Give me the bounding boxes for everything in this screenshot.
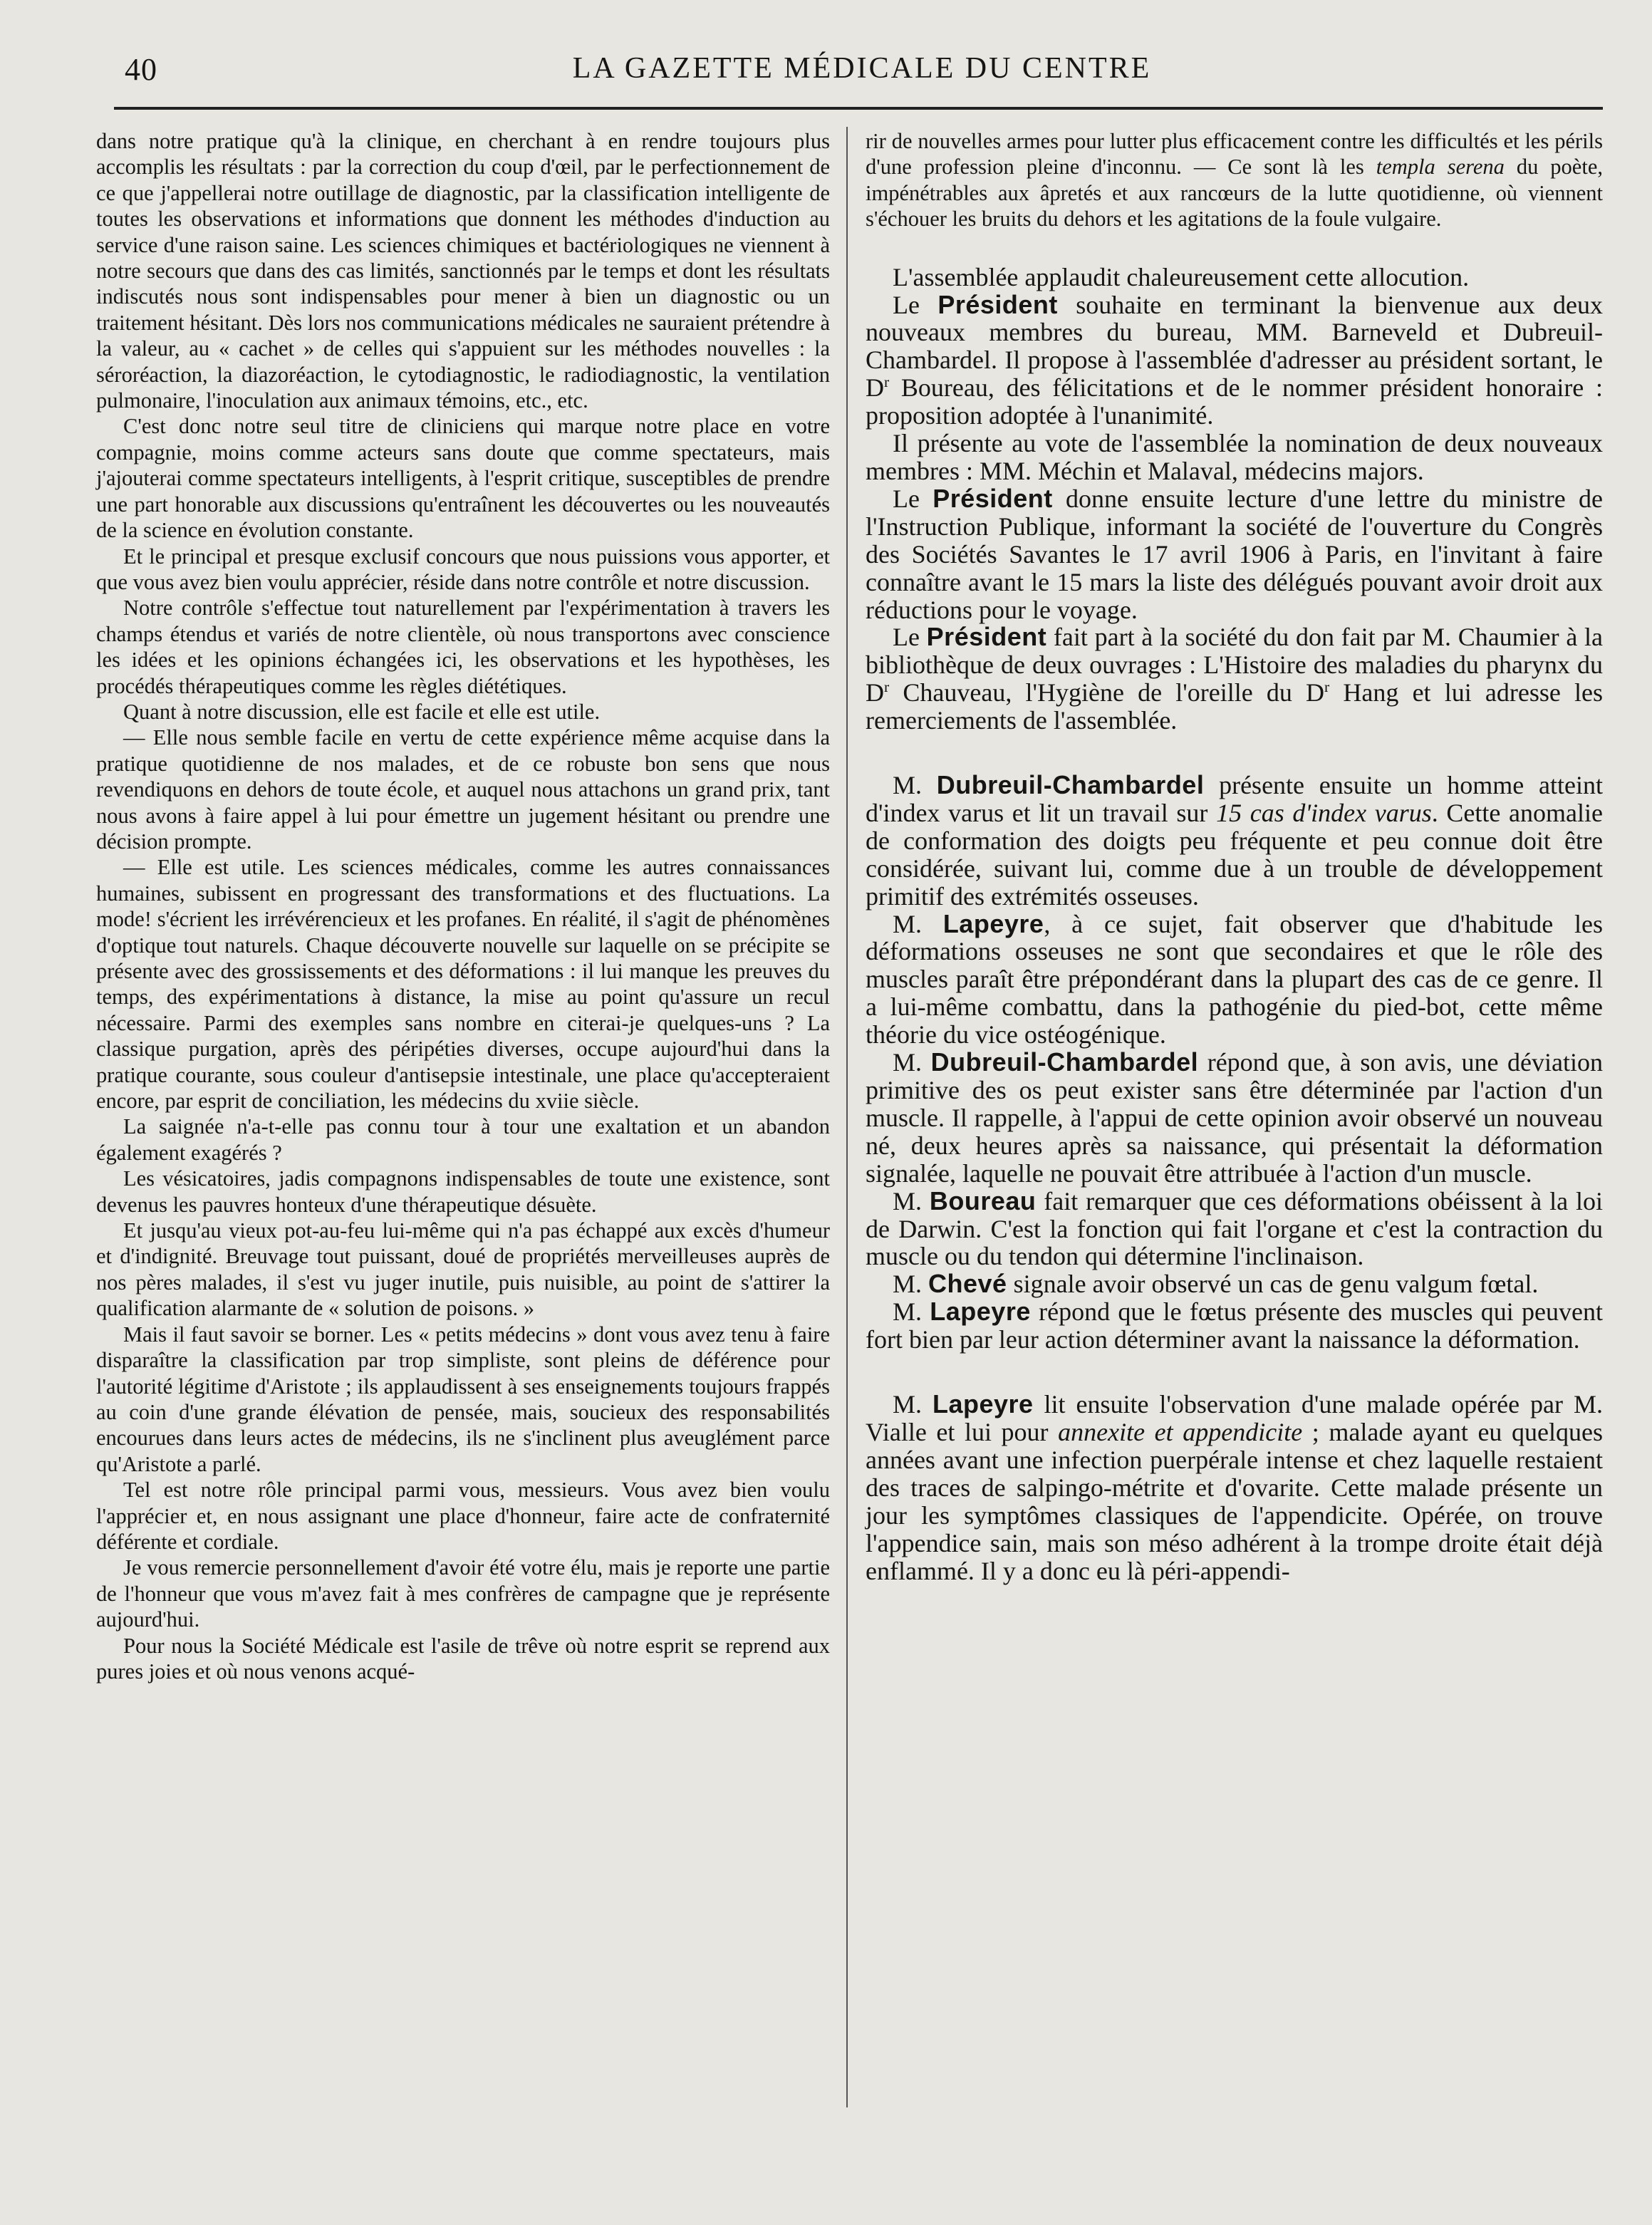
paragraph: Le Président fait part à la société du don fait par M. Chaumier à la bibliothèque de deux ouvrages : L'Histoire des maladies du pharynx du $D^r$ Chauveau, l'Hygiène de l'oreille du $D^r$ Hang et lui adresse les remerciements de l'assemblée. <box>866 622 1604 735</box>
section-gap <box>866 735 1603 772</box>
paragraph: Les vésicatoires, jadis compagnons indispensables de toute une existence, sont devenus les pauvres honteux d'une thérapeutique désuète. <box>96 1166 830 1217</box>
paragraph: Quant à notre discussion, elle est facile et elle est utile. <box>123 699 601 724</box>
paragraph: La saignée n'a-t-elle pas connu tour à tour une exaltation et un abandon également exagérés ? <box>96 1114 830 1165</box>
paragraph: L'assemblée applaudit chaleureusement cette allocution. <box>893 262 1470 291</box>
paragraph-continuation: rir de nouvelles armes pour lutter plus efficacement contre les difficultés et les périls d'une profession pleine d'inconnu. — Ce sont là les templa serena du poète, impénétrables aux âpretés et aux rancœurs de la lutte quotidienne, où viennent s'échouer les bruits du dehors et les agitations de la foule vulgaire. <box>866 129 1603 232</box>
paragraph: Et jusqu'au vieux pot-au-feu lui-même qui n'a pas échappé aux excès d'humeur et d'indignité. Breuvage tout puissant, doué de propriétés merveilleuses auprès de nos pères malades, il s'est vu juger inutile, puis nuisible, au point de s'attirer la qualification alarmante de « solution de poisons. » <box>96 1218 830 1321</box>
section-gap <box>866 232 1603 264</box>
paragraph: M. Dubreuil-Chambardel répond que, à son avis, une déviation primitive des os peut exister sans être déterminée par l'action d'un muscle. Il rappelle, à l'appui de cette opinion avoir observé un nouveau né, deux heures après sa naissance, qui présentait la déformation signalée, laquelle ne pouvait être attribuée à l'action d'un muscle. <box>866 1047 1603 1188</box>
paragraph: Tel est notre rôle principal parmi vous, messieurs. Vous avez bien voulu l'apprécier et, en nous assignant une place d'honneur, faire acte de confraternité déférente et cordiale. <box>96 1478 830 1554</box>
paragraph: M. Lapeyre, à ce sujet, fait observer que d'habitude les déformations osseuses ne sont que secondaires et que le rôle des muscles paraît être prépondérant dans la plupart des cas de ce genre. Il a lui-même combattu, dans la pathogénie du pied-bot, cette même théorie du vice ostéogénique. <box>866 908 1603 1049</box>
paragraph: Je vous remercie personnellement d'avoir été votre élu, mais je reporte une partie de l'honneur que vous m'avez fait à mes confrères de campagne que je représente aujourd'hui. <box>96 1555 830 1632</box>
header-rule <box>114 107 1603 110</box>
left-column <box>96 128 830 1684</box>
paragraph: dans notre pratique qu'à la clinique, en cherchant à en rendre toujours plus accomplis les résultats : par la correction du coup d'œil, par le perfectionnement de ce que j'appellerai notre outillage de diagnostic, par la classification intelligente de toutes les observations et informations que donnent les méthodes d'induction au service d'une raison saine. Les sciences chimiques et bactériologiques ne viennent à notre secours que dans des cas limités, sanctionnés par le temps et dont les résultats indiscutés nous sont indispensables pour mener à bien un diagnostic ou un traitement hésitant. Dès lors nos communications médicales ne sauraient prétendre à la valeur, au « cachet » de celles qui s'appuient sur les méthodes nouvelles : la séroréaction, la diazoréaction, le cytodiagnostic, le radiodiagnostic, la ventilation pulmonaire, l'inoculation aux animaux témoins, etc., etc. <box>96 129 830 413</box>
right-column <box>866 128 1603 1585</box>
paragraph: M. Boureau fait remarquer que ces déformations obéissent à la loi de Darwin. C'est la fonction qui fait l'organe et c'est la contraction du muscle ou du tendon qui détermine l'inclinaison. <box>866 1186 1603 1271</box>
page-number: 40 <box>125 52 157 87</box>
page-header <box>121 51 1603 94</box>
paragraph: Notre contrôle s'effectue tout naturellement par l'expérimentation à travers les champs étendus et variés de notre clientèle, où nous transportons avec conscience les idées et les opinions échangées ici, les observations et les hypothèses, les procédés thérapeutiques comme les règles diététiques. <box>96 596 830 698</box>
paragraph: Mais il faut savoir se borner. Les « petits médecins » dont vous avez tenu à faire disparaître la classification par trop simpliste, sont pleins de déférence pour l'autorité légitime d'Aristote ; ils applaudissent à ses enseignements toujours frappés au coin d'une grande élévation de pensée, mais, soucieux des responsabilités encourues dans leurs actes de médecins, ils ne s'inclinent plus aveuglément parce qu'Aristote a parlé. <box>96 1322 830 1476</box>
paragraph: M. Dubreuil-Chambardel présente ensuite un homme atteint d'index varus et lit un travail sur 15 cas d'index varus. Cette anomalie de conformation des doigts peu fréquente et peu connue doit être considérée, suivant lui, comme due à un trouble de développement primitif des extrémités osseuses. <box>866 770 1603 911</box>
paragraph: M. Lapeyre répond que le fœtus présente des muscles qui peuvent fort bien par leur action déterminer avant la naissance la déformation. <box>866 1297 1603 1354</box>
running-title: LA GAZETTE MÉDICALE DU CENTRE <box>572 52 1152 85</box>
paragraph: Il présente au vote de l'assemblée la nomination de deux nouveaux membres : MM. Méchin et Malaval, médecins majors. <box>866 429 1603 485</box>
paragraph: — Elle est utile. Les sciences médicales, comme les autres connaissances humaines, subissent en progressant des transformations et des fluctuations. La mode! s'écrient les irrévérencieux et les profanes. En réalité, il s'agit de phénomènes d'optique tout naturels. Chaque découverte nouvelle sur laquelle on se précipite se présente avec des grossissements et des déformations : il lui manque les preuves du temps, des expérimentations à distance, la mise au point qu'assure un recul nécessaire. Parmi des exemples sans nombre en citerai-je quelques-uns ? La classique purgation, après des péripéties diverses, occupe aujourd'hui dans la pratique courante, sous couleur d'antisepsie intestinale, une place qu'accepteraient encore, par esprit de conciliation, les médecins du xviie siècle. <box>96 855 830 1114</box>
paragraph: — Elle nous semble facile en vertu de cette expérience même acquise dans la pratique quotidienne de nos malades, et de ce robuste bon sens que nous revendiquons en dehors de toute école, et auquel nous attachons un grand prix, tant nous avons à faire appel à lui pour émettre un jugement hésitant ou prendre une décision prompte. <box>96 725 830 854</box>
paragraph: M. Lapeyre lit ensuite l'observation d'une malade opérée par M. Vialle et lui pour annexite et appendicite ; malade ayant eu quelques années avant une infection puerpérale intense et chez laquelle restaient des traces de salpingo-métrite et d'ovarite. Cette malade présente un jour les symptômes classiques de l'appendicite. Opérée, on trouve l'appendice sain, mais son méso adhérent à la trompe droite était déjà enflammé. Il y a donc eu là péri-appendi- <box>866 1389 1603 1585</box>
paragraph: Et le principal et presque exclusif concours que nous puissions vous apporter, et que vous avez bien voulu apprécier, réside dans notre contrôle et notre discussion. <box>96 544 830 594</box>
paragraph: M. Chevé signale avoir observé un cas de genu valgum fœtal. <box>893 1269 1539 1299</box>
paragraph: Pour nous la Société Médicale est l'asile de trêve où notre esprit se reprend aux pures joies et où nous venons acqué- <box>96 1633 830 1684</box>
section-gap <box>866 1354 1603 1391</box>
paragraph: C'est donc notre seul titre de cliniciens qui marque notre place en votre compagnie, moins comme acteurs sans doute que comme spectateurs, mais j'ajouterai comme spectateurs intelligents, à l'esprit critique, susceptibles de prendre une part honorable aux discussions qu'entraînent les découvertes ou les nouveautés de la science en évolution constante. <box>96 414 830 543</box>
column-divider <box>846 127 848 2107</box>
paragraph: Le Président donne ensuite lecture d'une lettre du ministre de l'Instruction Publique, informant la société de l'ouverture du Congrès des Sociétés Savantes le 17 avril 1906 à Paris, en l'invitant à faire connaître avant le 15 mars la liste des délégués pouvant avoir droit aux réductions pour le voyage. <box>866 483 1603 624</box>
paragraph: Le Président souhaite en terminant la bienvenue aux deux nouveaux membres du bureau, MM. Barneveld et Dubreuil-Chambardel. Il propose à l'assemblée d'adresser au président sortant, le $D^r$ Boureau, des félicitations et de le nommer président honoraire : proposition adoptée à l'unanimité. <box>866 289 1604 430</box>
